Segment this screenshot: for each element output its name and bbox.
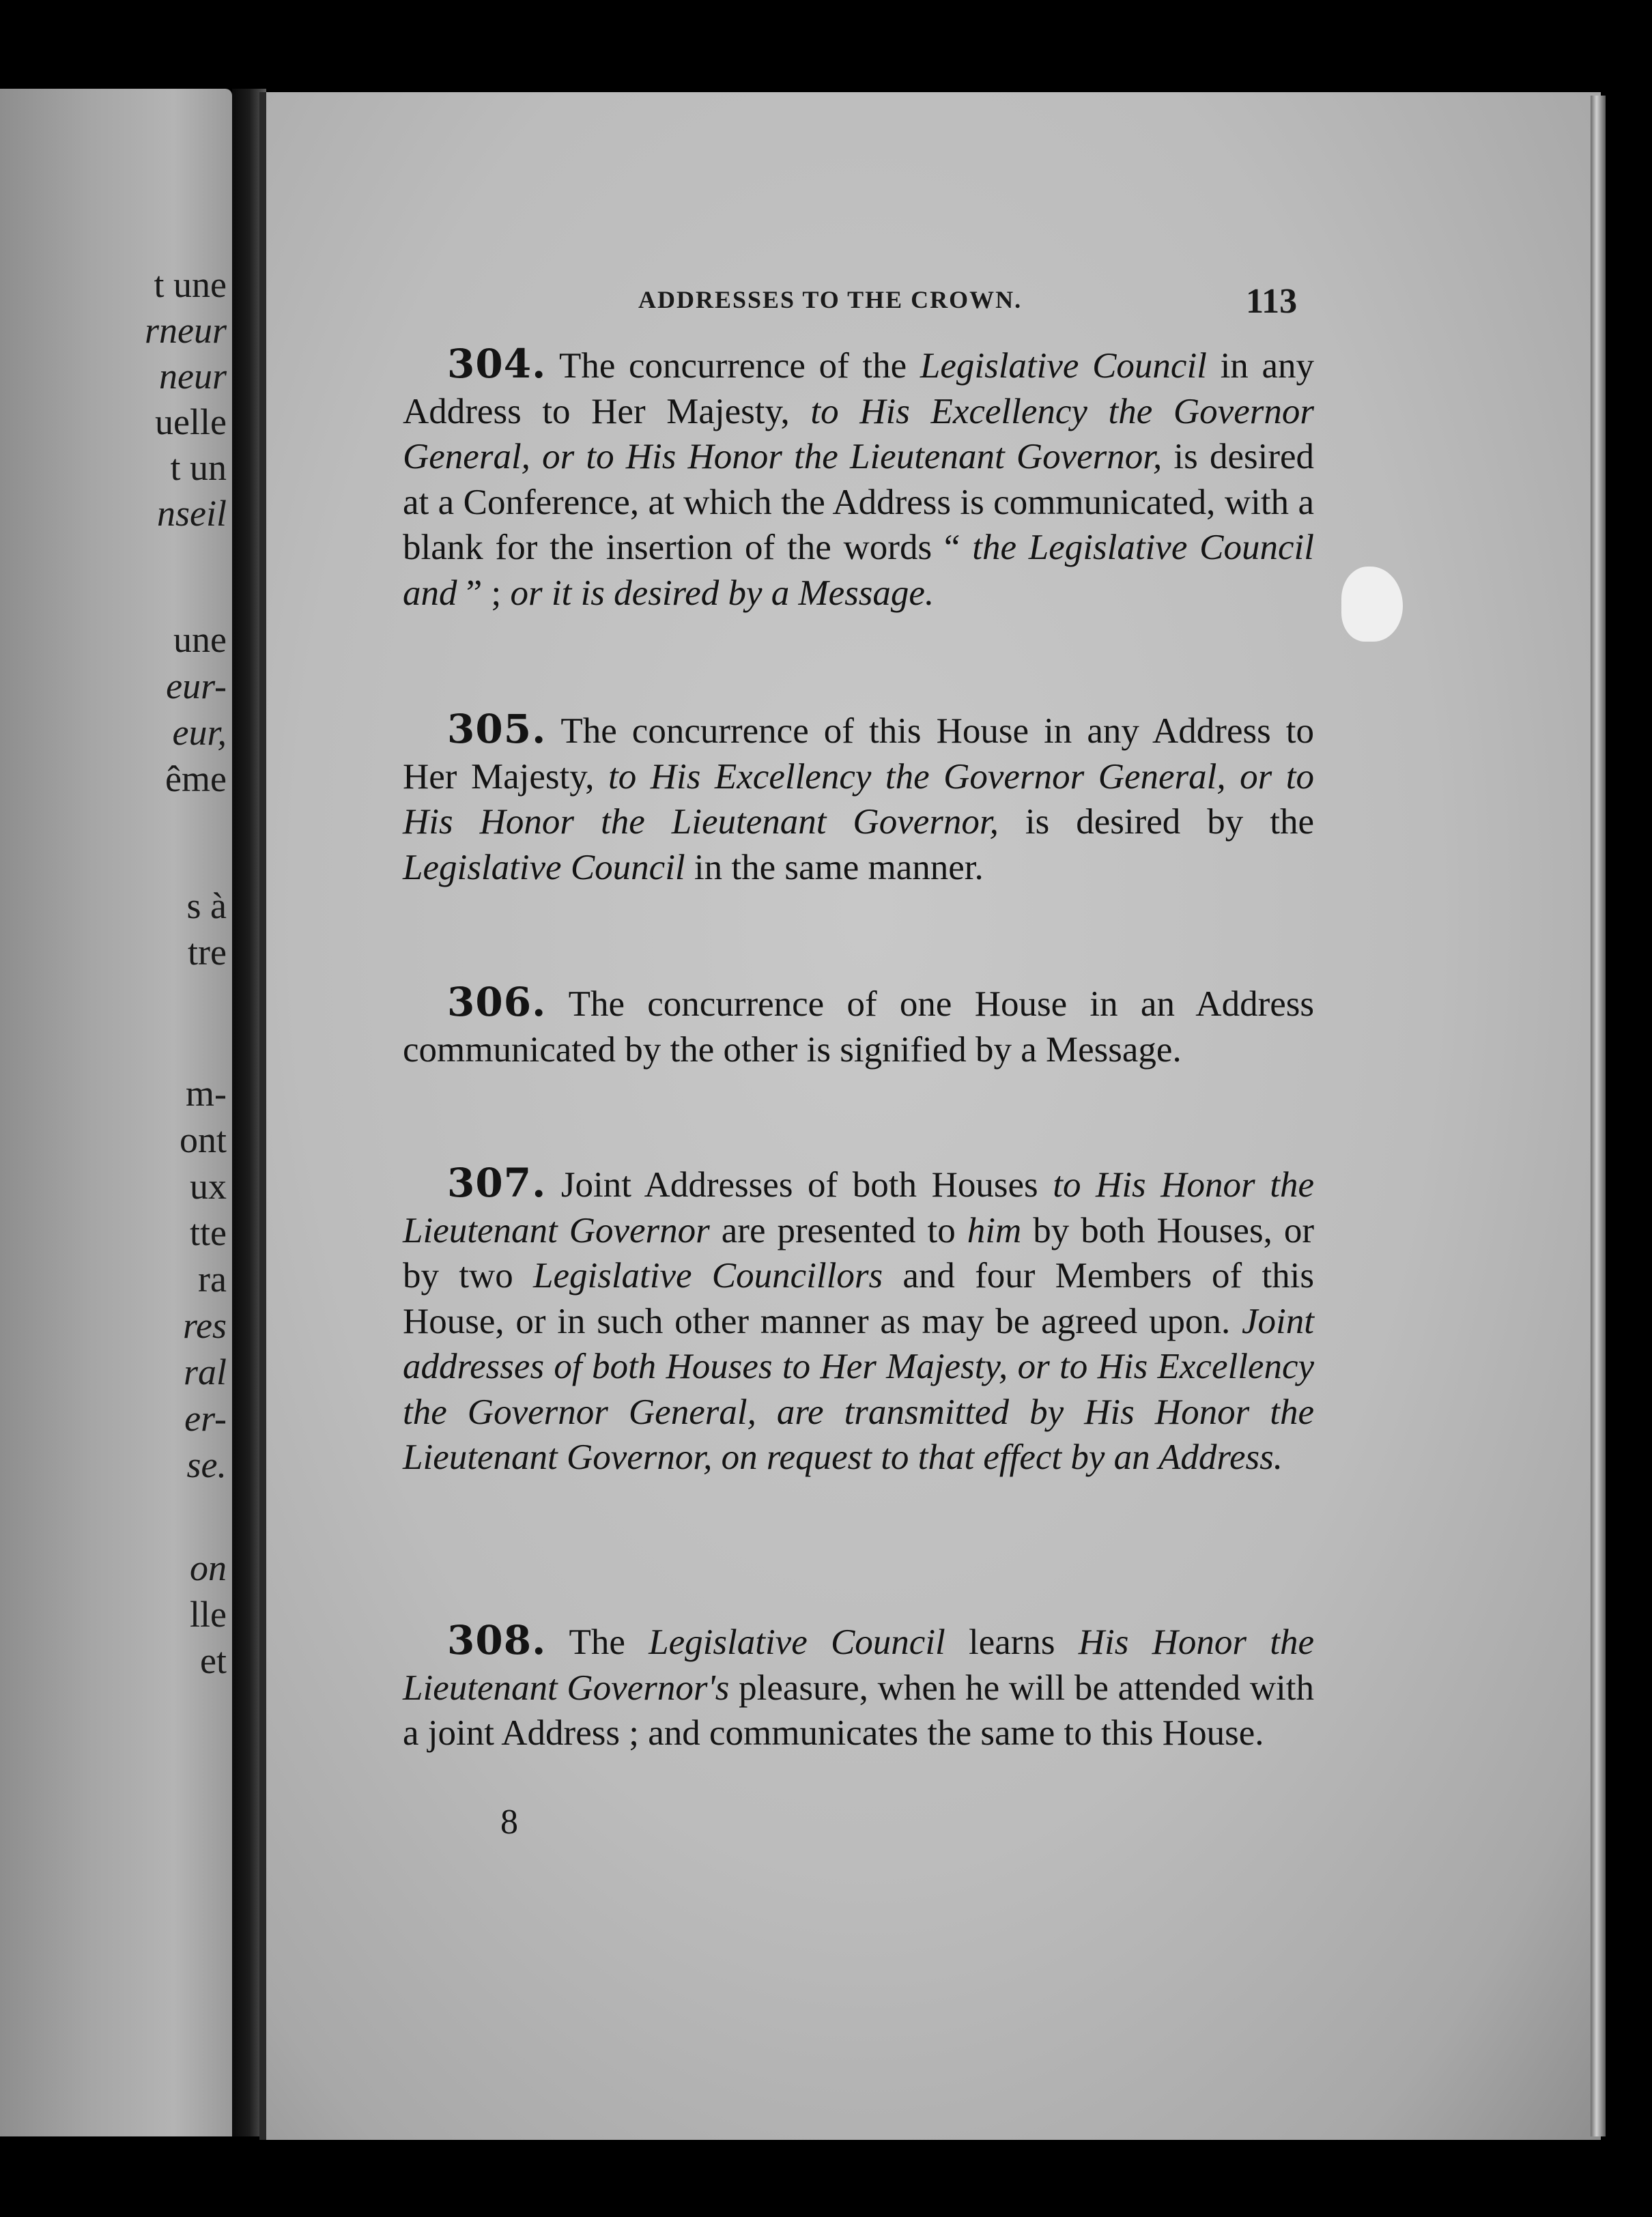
paragraph-text-segment: to His Honor the Lieutenant Governor [403, 1165, 1315, 1250]
paragraph-number: 305. [447, 706, 547, 752]
paragraph-text-segment: Joint Addresses of both Houses [546, 1165, 1053, 1205]
paragraph-text-segment: in any Address to Her Majesty, [403, 346, 1314, 431]
left-page-line: s à [186, 885, 227, 926]
paragraph-306 [403, 979, 1314, 1072]
left-page-line: tte [190, 1212, 227, 1253]
left-page-line: eur- [166, 666, 227, 706]
paragraph-text-segment: is desired by the [998, 802, 1314, 842]
left-page-line: ral [183, 1351, 227, 1392]
paragraph-308 [403, 1618, 1314, 1756]
left-page-line: ont [179, 1119, 227, 1160]
left-page-line: neur [159, 356, 227, 397]
paragraph-text-segment: pleasure, when he will be attended with a joint Address ; and communicates the same to this House. [403, 1668, 1315, 1753]
paragraph-text-segment: learns [945, 1622, 1079, 1662]
left-page-line: ême [165, 758, 227, 799]
paragraph-text-segment: and four Members of this House, or in such other manner as may be agreed upon. [403, 1256, 1315, 1341]
left-facing-page [0, 89, 232, 2136]
left-page-line: t une [154, 264, 227, 305]
paragraph-number: 304. [447, 341, 547, 387]
paragraph-text-segment: by both Houses, or by two [403, 1210, 1314, 1296]
paragraph-text-segment: him [967, 1210, 1022, 1250]
paragraph-text-segment: Legislative Council [403, 847, 685, 887]
left-page-line: ra [198, 1259, 227, 1300]
paragraph-text-segment: the Legislative Council and [403, 528, 1314, 613]
paragraph-304 [403, 341, 1314, 616]
signature-mark: 8 [500, 1803, 518, 1842]
page-edge [1591, 96, 1606, 2136]
left-page-line: se. [186, 1444, 227, 1485]
paragraph-number: 307. [447, 1160, 547, 1206]
paragraph-text-segment: ” ; [457, 573, 511, 613]
paragraph-text-segment: His Honor the Lieutenant Governor's [403, 1622, 1314, 1708]
paragraph-text-segment: to His Excellency the Governor General, or to His Honor the Lieutenant Governor, [403, 391, 1314, 476]
paragraph-text-segment: are presented to [709, 1210, 967, 1250]
left-page-line: une [173, 619, 227, 660]
paragraph-text-segment: in the same manner. [685, 847, 984, 887]
left-page-line: on [190, 1547, 227, 1588]
left-page-line: tre [188, 932, 227, 973]
paragraph-text-segment: Legislative Council [920, 346, 1207, 386]
left-page-line: res [183, 1305, 227, 1346]
paragraph-text-segment: to His Excellency the Governor General, or to His Honor the Lieutenant Governor, [403, 756, 1314, 842]
left-page-line: ux [190, 1166, 227, 1207]
left-page-line: et [200, 1640, 227, 1681]
paragraph-text-segment: Legislative Councillors [532, 1256, 883, 1296]
left-page-line: er- [184, 1398, 227, 1439]
left-page-line: m- [186, 1073, 227, 1114]
left-page-line: lle [190, 1594, 227, 1635]
left-page-line: eur, [172, 712, 227, 753]
paragraph-text-segment: The concurrence of the [546, 346, 920, 386]
left-page-line: nseil [157, 493, 227, 534]
left-page-line: uelle [155, 401, 227, 442]
paragraph-number: 308. [447, 1617, 547, 1663]
page-number: 113 [1246, 282, 1298, 321]
paragraph-307 [403, 1160, 1314, 1481]
running-head: ADDRESSES TO THE CROWN. [638, 286, 1023, 313]
paragraph-305 [403, 706, 1314, 890]
paragraph-text-segment: The concurrence of this House in any Address to Her Majesty, [403, 711, 1314, 797]
left-page-line: t un [170, 447, 227, 488]
paragraph-text-segment: is desired at a Conference, at which the Address is communicated, with a blank for the insertion of the words “ [403, 437, 1314, 567]
left-page-line: rneur [145, 310, 227, 351]
paragraph-text-segment: or it is desired by a Message. [510, 573, 935, 613]
paragraph-number: 306. [447, 979, 547, 1025]
paragraph-text-segment: Legislative Council [649, 1622, 945, 1662]
paragraph-text-segment: The concurrence of one House in an Address communicated by the other is signified by a Message. [403, 984, 1314, 1070]
paragraph-text-segment: Joint addresses of both Houses to Her Majesty, or to His Excellency the Governor General, are transmitted by His Honor the Lieutenant Governor, on request to that effect by an Address. [403, 1301, 1314, 1477]
paragraph-text-segment: The [546, 1622, 649, 1662]
paper-blemish [1341, 567, 1403, 642]
